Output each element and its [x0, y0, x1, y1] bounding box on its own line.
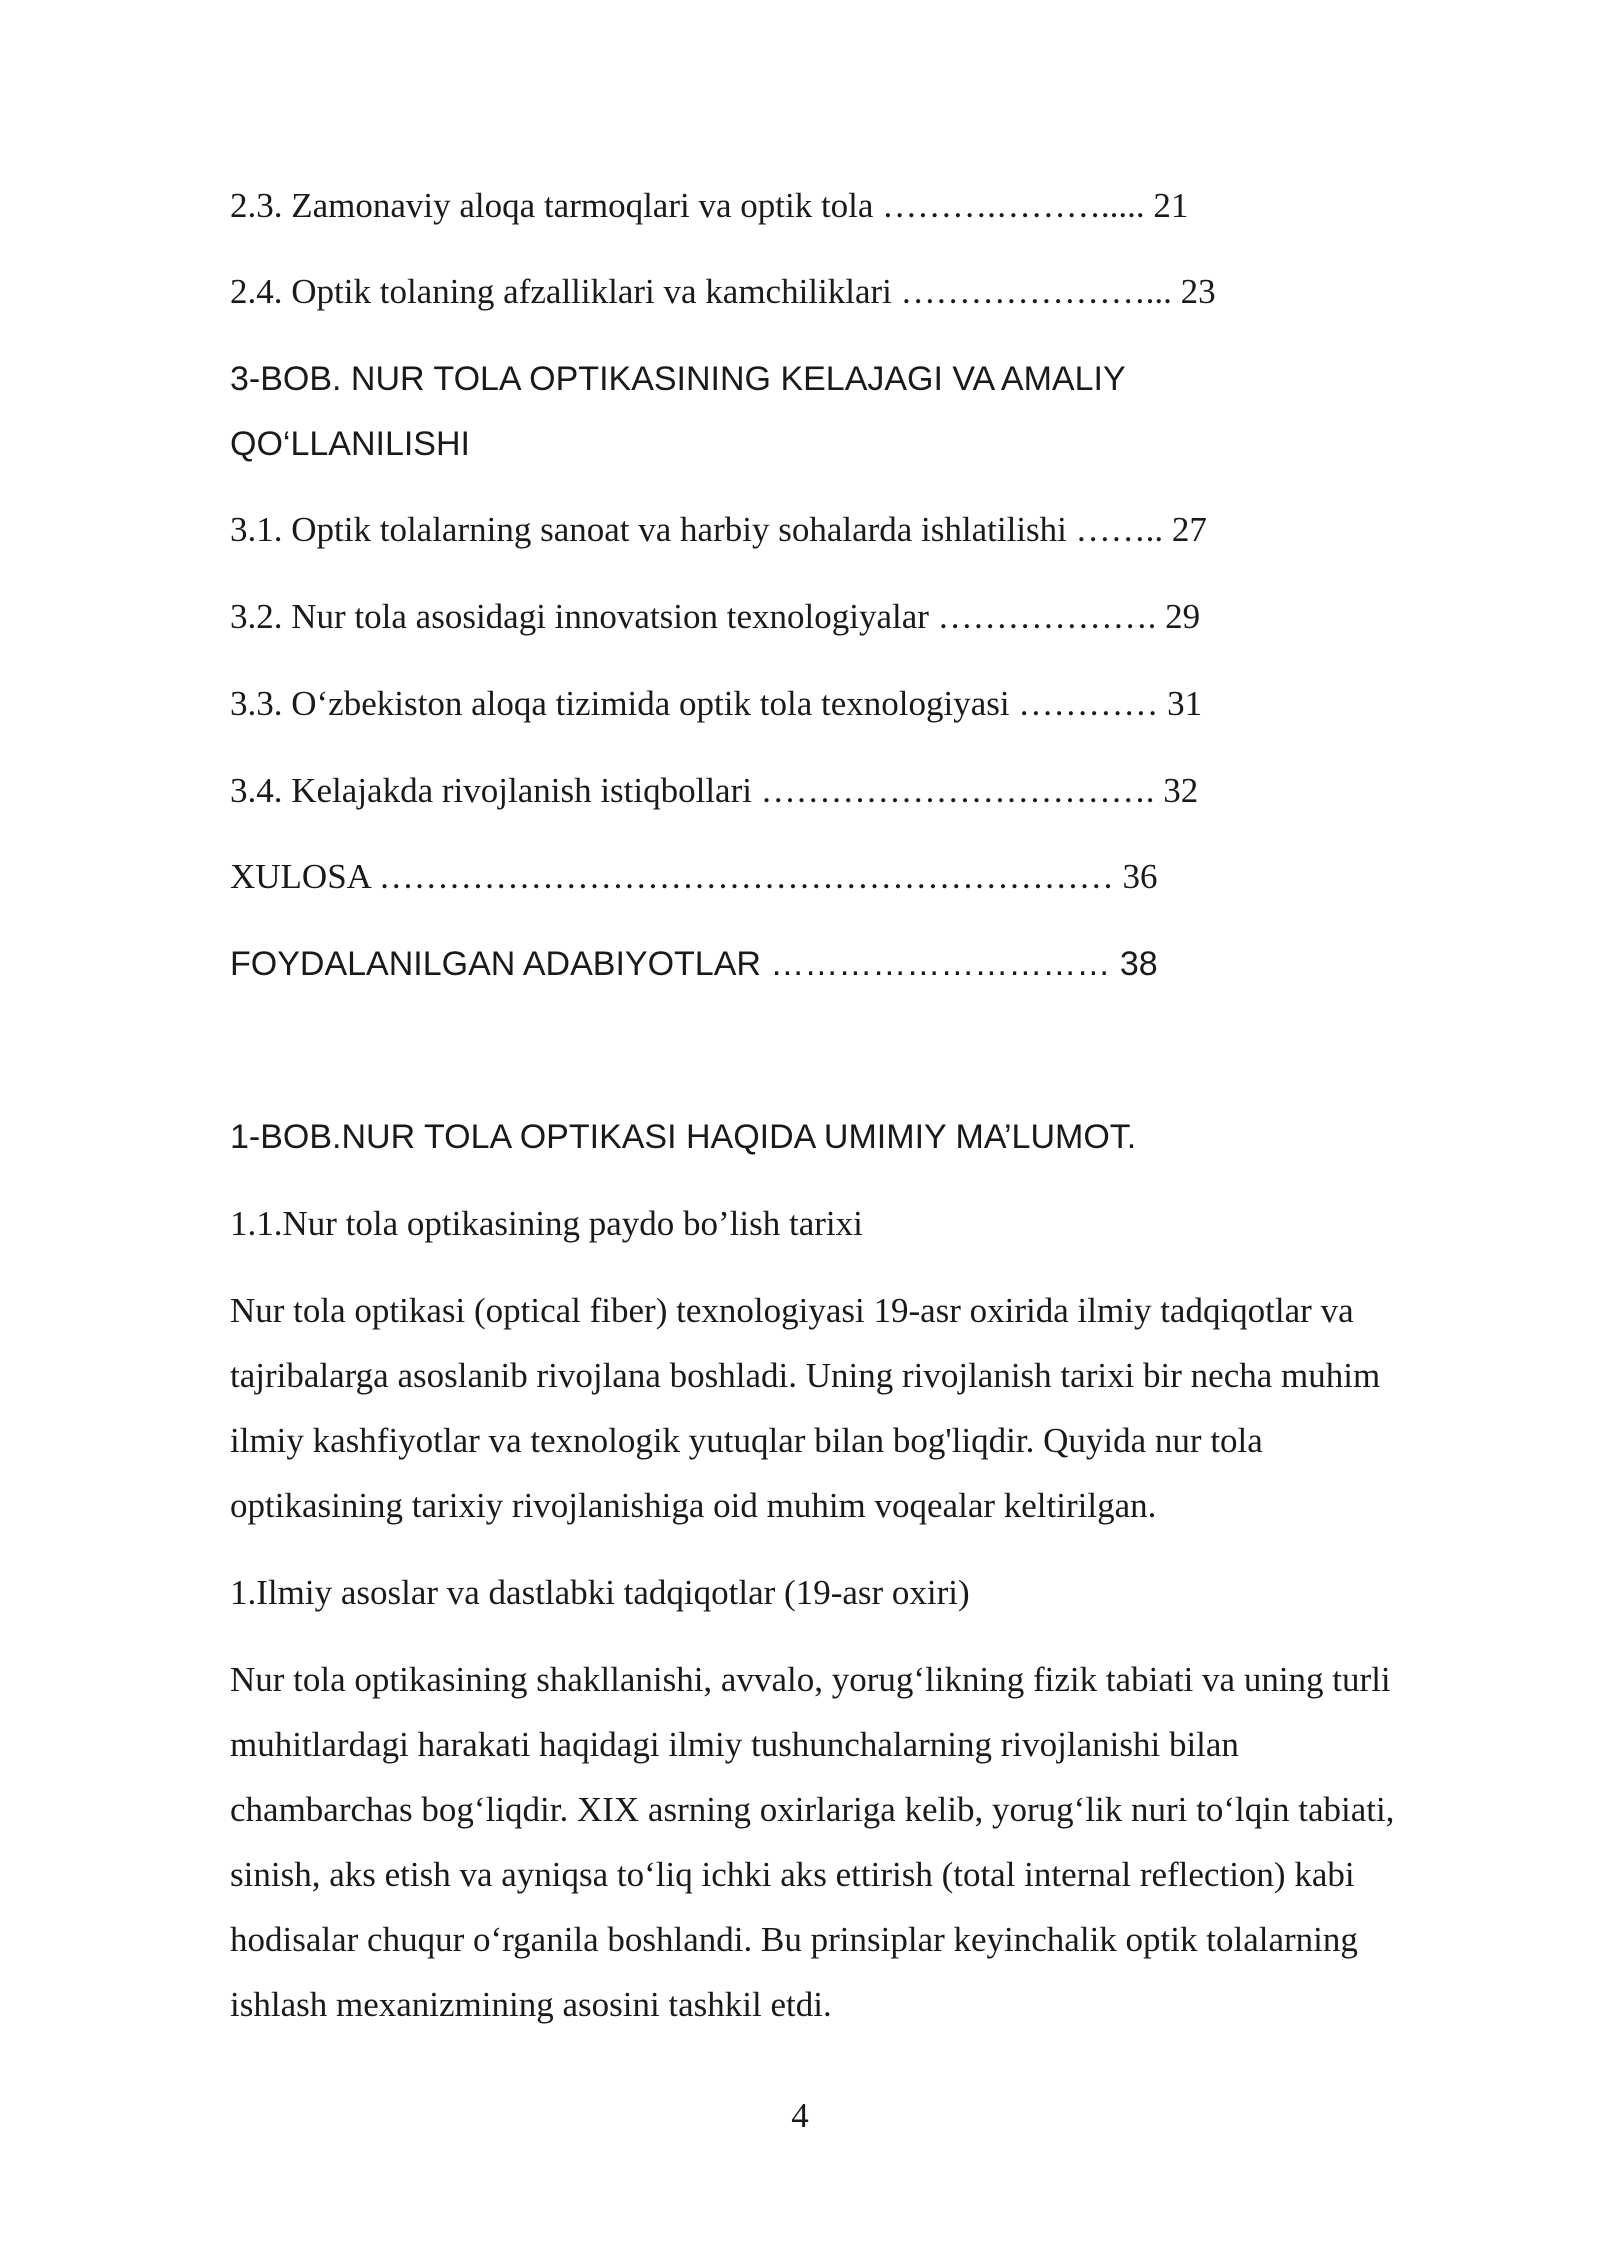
- paragraph-2-line: Nur tola optikasining shakllanishi, avvalo, yorug‘likning fizik tabiati va uning turli: [230, 1660, 1391, 1699]
- paragraph-1-line: tajribalarga asoslanib rivojlana boshladi. Uning rivojlanish tarixi bir necha muhim: [230, 1356, 1381, 1395]
- paragraph-2-line: chambarchas bog‘liqdir. XIX asrning oxirlariga kelib, yorug‘lik nuri to‘lqin tabiati,: [230, 1790, 1395, 1829]
- page-number: 4: [791, 2096, 809, 2135]
- toc-chapter-3-line-1: 3-BOB. NUR TOLA OPTIKASINING KELAJAGI VA AMALIY: [230, 360, 1126, 398]
- paragraph-2-line: ishlash mexanizmining asosini tashkil etdi.: [230, 1985, 832, 2024]
- toc-entry-3-2: 3.2. Nur tola asosidagi innovatsion texnologiyalar ………………. 29: [230, 597, 1201, 636]
- toc-entry-3-4: 3.4. Kelajakda rivojlanish istiqbollari ……………………………. 32: [230, 771, 1199, 810]
- toc-entry-3-1: 3.1. Optik tolalarning sanoat va harbiy sohalarda ishlatilishi …….. 27: [230, 510, 1207, 549]
- paragraph-1-line: Nur tola optikasi (optical fiber) texnologiyasi 19-asr oxirida ilmiy tadqiqotlar va: [230, 1291, 1354, 1330]
- paragraph-1-line: optikasining tarixiy rivojlanishiga oid muhim voqealar keltirilgan.: [230, 1486, 1157, 1525]
- paragraph-2-line: muhitlardagi harakati haqidagi ilmiy tushunchalarning rivojlanishi bilan: [230, 1725, 1239, 1764]
- toc-chapter-3-line-2: QO‘LLANILISHI: [230, 425, 470, 463]
- toc-entry-3-3: 3.3. O‘zbekiston aloqa tizimida optik tola texnologiyasi ………… 31: [230, 684, 1203, 723]
- section-1-1-heading: 1.1.Nur tola optikasining paydo bo’lish tarixi: [230, 1204, 863, 1243]
- toc-references: FOYDALANILGAN ADABIYOTLAR ………………………… 38: [230, 945, 1158, 983]
- toc-conclusion: XULOSA ……………………………………………………… 36: [230, 857, 1158, 896]
- paragraph-1-line: ilmiy kashfiyotlar va texnologik yutuqlar bilan bog'liqdir. Quyida nur tola: [230, 1421, 1263, 1460]
- chapter-1-heading: 1-BOB.NUR TOLA OPTIKASI HAQIDA UMIMIY MA’LUMOT.: [230, 1118, 1137, 1156]
- toc-entry-2-4: 2.4. Optik tolaning afzalliklari va kamchiliklari …………………... 23: [230, 272, 1216, 311]
- toc-entry-2-3: 2.3. Zamonaviy aloqa tarmoqlari va optik tola ……….………..... 21: [230, 186, 1189, 225]
- subheading-1: 1.Ilmiy asoslar va dastlabki tadqiqotlar (19-asr oxiri): [230, 1573, 970, 1612]
- paragraph-2-line: hodisalar chuqur o‘rganila boshlandi. Bu prinsiplar keyinchalik optik tolalarning: [230, 1920, 1358, 1959]
- paragraph-2-line: sinish, aks etish va ayniqsa to‘liq ichki aks ettirish (total internal reflection) kabi: [230, 1855, 1355, 1894]
